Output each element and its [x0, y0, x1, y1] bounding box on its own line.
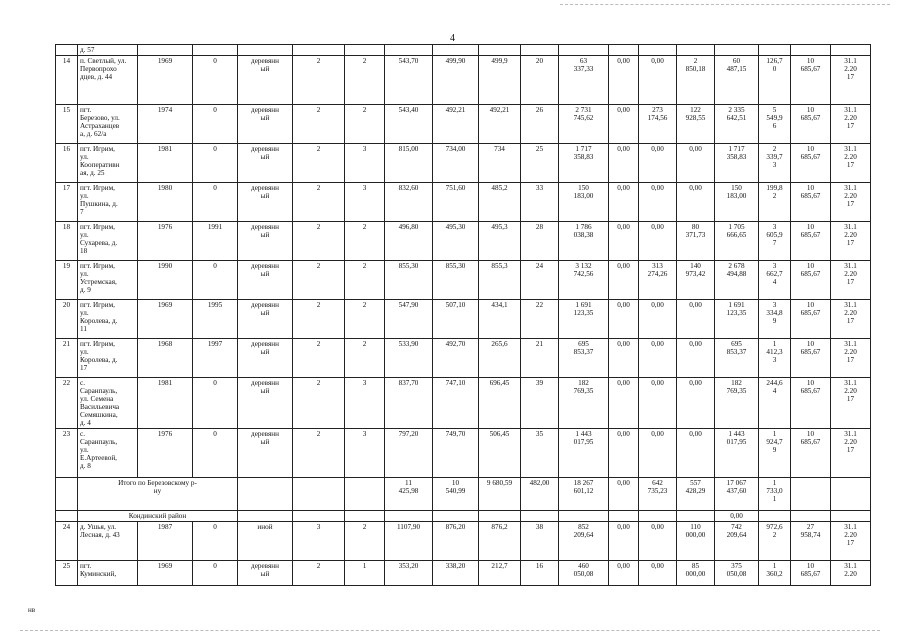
cost-per-m2-cell: 1 360,2	[759, 561, 791, 586]
floors-cell: 2	[293, 339, 345, 378]
address-cell: пгт. Игрим, ул. Королева, д. 17	[78, 339, 138, 378]
living-area-cell: 338,20	[433, 561, 479, 586]
material-cell: иной	[238, 522, 293, 561]
cost-per-m2-cell: 1 412,3 3	[759, 339, 791, 378]
year-built-cell: 1981	[138, 378, 193, 429]
federal-funds-cell: 0,00	[609, 339, 639, 378]
total-cost-cell: 695 853,37	[559, 339, 609, 378]
address-cell: д. 57	[78, 45, 138, 56]
address-cell: пгт. Игрим, ул. Сухарева, д. 18	[78, 222, 138, 261]
federal-funds-cell: 0,00	[609, 561, 639, 586]
deadline-cell	[831, 478, 871, 511]
table-row	[56, 222, 871, 261]
residents-cell: 38	[521, 522, 559, 561]
table-row-total	[56, 478, 871, 511]
floors-cell: 2	[293, 429, 345, 478]
owners-funds-cell: 1 443 017,95	[715, 429, 759, 478]
total-value-cell: 0,00	[609, 478, 639, 511]
municipal-funds-cell: 110 000,00	[677, 522, 715, 561]
floors-cell	[293, 478, 345, 511]
total-value-cell: 557 428,29	[677, 478, 715, 511]
row-number-cell: 19	[56, 261, 78, 300]
floors-cell: 2	[293, 183, 345, 222]
empty-cell	[831, 511, 871, 522]
total-area-cell: 837,70	[385, 378, 433, 429]
residential-area-cell: 492,21	[479, 105, 521, 144]
federal-funds-cell: 0,00	[609, 378, 639, 429]
footer-initials: нв	[28, 606, 36, 614]
deadline-cell: 31.1 2.20 17	[831, 183, 871, 222]
empty-cell	[677, 511, 715, 522]
floors-cell: 2	[293, 222, 345, 261]
address-cell: пгт. Березово, ул. Астраханцев а, д. 62/а	[78, 105, 138, 144]
material-cell	[238, 478, 293, 511]
residents-cell: 26	[521, 105, 559, 144]
entrances-cell: 3	[345, 183, 385, 222]
year-renovated-cell: 0	[193, 522, 238, 561]
table-row	[56, 56, 871, 105]
row-number-cell	[56, 511, 78, 522]
living-area-cell: 492,70	[433, 339, 479, 378]
floors-cell: 2	[293, 300, 345, 339]
deadline-cell: 31.1 2.20 17	[831, 56, 871, 105]
living-area-cell: 734,00	[433, 144, 479, 183]
table-row	[56, 429, 871, 478]
owners-funds-cell: 0,00	[715, 511, 759, 522]
municipal-funds-cell: 80 371,73	[677, 222, 715, 261]
entrances-cell: 2	[345, 300, 385, 339]
year-built-cell: 1968	[138, 339, 193, 378]
floors-cell: 2	[293, 561, 345, 586]
residential-area-cell: 495,3	[479, 222, 521, 261]
regional-funds-cell: 273 174,56	[639, 105, 677, 144]
empty-cell	[559, 511, 609, 522]
material-cell: деревянн ый	[238, 378, 293, 429]
total-area-cell: 815,00	[385, 144, 433, 183]
material-cell: деревянн ый	[238, 300, 293, 339]
regional-funds-cell: 0,00	[639, 429, 677, 478]
material-cell: деревянн ый	[238, 56, 293, 105]
max-cost-cell: 27 958,74	[791, 522, 831, 561]
empty-cell	[609, 511, 639, 522]
material-cell: деревянн ый	[238, 561, 293, 586]
cost-per-m2-cell: 1 924,7 9	[759, 429, 791, 478]
regional-funds-cell: 0,00	[639, 183, 677, 222]
total-area-cell: 353,20	[385, 561, 433, 586]
max-cost-cell: 10 685,67	[791, 339, 831, 378]
entrances-cell: 2	[345, 339, 385, 378]
page-number: 4	[450, 33, 455, 44]
entrances-cell	[345, 478, 385, 511]
empty-cell	[479, 511, 521, 522]
entrances-cell: 3	[345, 378, 385, 429]
table-row	[56, 378, 871, 429]
row-number-cell: 24	[56, 522, 78, 561]
max-cost-cell: 10 685,67	[791, 222, 831, 261]
entrances-cell: 1	[345, 561, 385, 586]
empty-cell	[293, 511, 345, 522]
max-cost-cell: 10 685,67	[791, 144, 831, 183]
total-value-cell: 1 733,0 1	[759, 478, 791, 511]
owners-funds-cell: 1 717 358,83	[715, 144, 759, 183]
total-cost-cell: 1 443 017,95	[559, 429, 609, 478]
municipal-funds-cell: 0,00	[677, 183, 715, 222]
floors-cell: 3	[293, 522, 345, 561]
total-area-cell: 1107,90	[385, 522, 433, 561]
address-cell: с. Саранпауль, ул. Е.Артеевой, д. 8	[78, 429, 138, 478]
residential-area-cell: 876,2	[479, 522, 521, 561]
owners-funds-cell: 695 853,37	[715, 339, 759, 378]
deadline-cell: 31.1 2.20 17	[831, 429, 871, 478]
total-area-cell: 496,80	[385, 222, 433, 261]
cost-per-m2-cell: 3 334,8 9	[759, 300, 791, 339]
cost-per-m2-cell: 244,6 4	[759, 378, 791, 429]
residential-area-cell: 212,7	[479, 561, 521, 586]
empty-cell	[521, 511, 559, 522]
federal-funds-cell: 0,00	[609, 183, 639, 222]
total-cost-cell: 1 786 038,38	[559, 222, 609, 261]
deadline-cell: 31.1 2.20 17	[831, 222, 871, 261]
table-row	[56, 144, 871, 183]
residential-area-cell: 696,45	[479, 378, 521, 429]
total-value-cell: 482,00	[521, 478, 559, 511]
residents-cell: 35	[521, 429, 559, 478]
year-renovated-cell: 0	[193, 429, 238, 478]
year-renovated-cell: 0	[193, 56, 238, 105]
living-area-cell: 747,10	[433, 378, 479, 429]
floors-cell: 2	[293, 378, 345, 429]
address-cell: д. Ушья, ул. Лесная, д. 43	[78, 522, 138, 561]
max-cost-cell: 10 685,67	[791, 105, 831, 144]
year-built-cell: 1990	[138, 261, 193, 300]
cost-per-m2-cell: 199,8 2	[759, 183, 791, 222]
material-cell: деревянн ый	[238, 105, 293, 144]
total-cost-cell: 1 691 123,35	[559, 300, 609, 339]
year-built-cell: 1980	[138, 183, 193, 222]
cost-per-m2-cell: 2 339,7 3	[759, 144, 791, 183]
total-label-cell: Итого по Березовскому р- ну	[78, 478, 238, 511]
regional-funds-cell: 0,00	[639, 561, 677, 586]
entrances-cell: 2	[345, 522, 385, 561]
regional-funds-cell: 0,00	[639, 56, 677, 105]
year-built-cell: 1969	[138, 300, 193, 339]
table-row	[56, 183, 871, 222]
row-number-cell: 25	[56, 561, 78, 586]
total-cost-cell: 63 337,33	[559, 56, 609, 105]
year-renovated-cell: 1995	[193, 300, 238, 339]
living-area-cell: 855,30	[433, 261, 479, 300]
entrances-cell: 3	[345, 144, 385, 183]
table-row	[56, 105, 871, 144]
max-cost-cell: 10 685,67	[791, 300, 831, 339]
municipal-funds-cell: 0,00	[677, 339, 715, 378]
residential-area-cell: 499,9	[479, 56, 521, 105]
federal-funds-cell: 0,00	[609, 522, 639, 561]
living-area-cell: 499,90	[433, 56, 479, 105]
municipal-funds-cell: 0,00	[677, 144, 715, 183]
municipal-funds-cell: 2 850,18	[677, 56, 715, 105]
year-built-cell: 1976	[138, 429, 193, 478]
regional-funds-cell: 0,00	[639, 300, 677, 339]
total-value-cell: 9 680,59	[479, 478, 521, 511]
address-cell: пгт. Игрим, ул. Королева, д. 11	[78, 300, 138, 339]
max-cost-cell: 10 685,67	[791, 561, 831, 586]
owners-funds-cell: 182 769,35	[715, 378, 759, 429]
owners-funds-cell: 742 209,64	[715, 522, 759, 561]
owners-funds-cell: 1 691 123,35	[715, 300, 759, 339]
total-value-cell: 11 425,98	[385, 478, 433, 511]
cost-per-m2-cell: 972,6 2	[759, 522, 791, 561]
deadline-cell: 31.1 2.20 17	[831, 300, 871, 339]
max-cost-cell: 10 685,67	[791, 183, 831, 222]
living-area-cell: 749,70	[433, 429, 479, 478]
deadline-cell: 31.1 2.20 17	[831, 522, 871, 561]
floors-cell: 2	[293, 144, 345, 183]
year-renovated-cell: 0	[193, 378, 238, 429]
year-built-cell: 1974	[138, 105, 193, 144]
empty-cell	[791, 511, 831, 522]
total-cost-cell: 1 717 358,83	[559, 144, 609, 183]
year-renovated-cell: 0	[193, 183, 238, 222]
row-number-cell: 15	[56, 105, 78, 144]
scan-edge-line	[20, 630, 880, 631]
total-area-cell: 543,40	[385, 105, 433, 144]
entrances-cell: 2	[345, 261, 385, 300]
address-cell: с. Саранпауль, ул. Семена Васильевича Семяшкина, д. 4	[78, 378, 138, 429]
row-number-cell: 23	[56, 429, 78, 478]
residents-cell: 21	[521, 339, 559, 378]
total-cost-cell: 182 769,35	[559, 378, 609, 429]
municipal-funds-cell: 85 000,00	[677, 561, 715, 586]
total-value-cell: 642 735,23	[639, 478, 677, 511]
empty-cell	[433, 511, 479, 522]
max-cost-cell	[791, 478, 831, 511]
municipal-funds-cell: 0,00	[677, 300, 715, 339]
residential-area-cell: 855,3	[479, 261, 521, 300]
regional-funds-cell: 0,00	[639, 522, 677, 561]
row-number-cell: 17	[56, 183, 78, 222]
row-number-cell: 16	[56, 144, 78, 183]
federal-funds-cell: 0,00	[609, 261, 639, 300]
material-cell: деревянн ый	[238, 261, 293, 300]
empty-cell	[759, 511, 791, 522]
row-number-cell	[56, 478, 78, 511]
material-cell: деревянн ый	[238, 339, 293, 378]
regional-funds-cell: 0,00	[639, 144, 677, 183]
deadline-cell: 31.1 2.20 17	[831, 105, 871, 144]
total-value-cell: 10 540,99	[433, 478, 479, 511]
empty-cell	[345, 511, 385, 522]
table-row	[56, 45, 871, 56]
municipal-funds-cell: 140 973,42	[677, 261, 715, 300]
housing-register-table	[55, 44, 871, 586]
max-cost-cell: 10 685,67	[791, 429, 831, 478]
federal-funds-cell: 0,00	[609, 300, 639, 339]
regional-funds-cell: 0,00	[639, 339, 677, 378]
residents-cell: 20	[521, 56, 559, 105]
living-area-cell: 495,30	[433, 222, 479, 261]
year-built-cell: 1969	[138, 56, 193, 105]
living-area-cell: 492,21	[433, 105, 479, 144]
municipal-funds-cell: 0,00	[677, 378, 715, 429]
municipal-funds-cell: 0,00	[677, 429, 715, 478]
material-cell: деревянн ый	[238, 222, 293, 261]
regional-funds-cell: 0,00	[639, 378, 677, 429]
residential-area-cell: 734	[479, 144, 521, 183]
floors-cell: 2	[293, 105, 345, 144]
table-row	[56, 339, 871, 378]
total-value-cell: 18 267 601,12	[559, 478, 609, 511]
owners-funds-cell: 2 678 494,88	[715, 261, 759, 300]
table-section-row	[56, 511, 871, 522]
year-renovated-cell: 1997	[193, 339, 238, 378]
residents-cell: 33	[521, 183, 559, 222]
material-cell: деревянн ый	[238, 429, 293, 478]
total-area-cell: 547,90	[385, 300, 433, 339]
year-built-cell: 1981	[138, 144, 193, 183]
owners-funds-cell: 60 487,15	[715, 56, 759, 105]
entrances-cell: 2	[345, 105, 385, 144]
section-label-cell: Кондинский район	[78, 511, 238, 522]
material-cell: деревянн ый	[238, 144, 293, 183]
residents-cell: 16	[521, 561, 559, 586]
material-cell: деревянн ый	[238, 183, 293, 222]
address-cell: п. Светлый, ул. Первопрохо дцев, д. 44	[78, 56, 138, 105]
owners-funds-cell: 375 050,08	[715, 561, 759, 586]
deadline-cell: 31.1 2.20 17	[831, 378, 871, 429]
deadline-cell: 31.1 2.20 17	[831, 261, 871, 300]
max-cost-cell: 10 685,67	[791, 378, 831, 429]
residential-area-cell: 434,1	[479, 300, 521, 339]
floors-cell: 2	[293, 261, 345, 300]
max-cost-cell: 10 685,67	[791, 261, 831, 300]
total-cost-cell: 460 050,08	[559, 561, 609, 586]
residents-cell: 22	[521, 300, 559, 339]
regional-funds-cell: 313 274,26	[639, 261, 677, 300]
scan-edge-line	[560, 4, 890, 5]
federal-funds-cell: 0,00	[609, 56, 639, 105]
row-number-cell: 14	[56, 56, 78, 105]
row-number-cell: 20	[56, 300, 78, 339]
address-cell: пгт. Игрим, ул. Пушкина, д. 7	[78, 183, 138, 222]
federal-funds-cell: 0,00	[609, 105, 639, 144]
municipal-funds-cell: 122 928,55	[677, 105, 715, 144]
year-built-cell: 1976	[138, 222, 193, 261]
cost-per-m2-cell: 5 549,9 6	[759, 105, 791, 144]
residential-area-cell: 265,6	[479, 339, 521, 378]
living-area-cell: 751,60	[433, 183, 479, 222]
total-value-cell: 17 067 437,60	[715, 478, 759, 511]
total-area-cell: 543,70	[385, 56, 433, 105]
deadline-cell: 31.1 2.20 17	[831, 339, 871, 378]
entrances-cell: 2	[345, 56, 385, 105]
residents-cell: 39	[521, 378, 559, 429]
empty-cell	[639, 511, 677, 522]
residents-cell: 25	[521, 144, 559, 183]
table-row	[56, 300, 871, 339]
residents-cell: 28	[521, 222, 559, 261]
total-area-cell: 832,60	[385, 183, 433, 222]
residential-area-cell: 506,45	[479, 429, 521, 478]
table-row	[56, 261, 871, 300]
table-row	[56, 561, 871, 586]
year-built-cell: 1969	[138, 561, 193, 586]
total-cost-cell: 3 132 742,56	[559, 261, 609, 300]
total-cost-cell: 150 183,00	[559, 183, 609, 222]
living-area-cell: 876,20	[433, 522, 479, 561]
residential-area-cell: 485,2	[479, 183, 521, 222]
cost-per-m2-cell: 3 605,9 7	[759, 222, 791, 261]
entrances-cell: 3	[345, 429, 385, 478]
owners-funds-cell: 150 183,00	[715, 183, 759, 222]
federal-funds-cell: 0,00	[609, 429, 639, 478]
year-renovated-cell: 0	[193, 144, 238, 183]
residents-cell: 24	[521, 261, 559, 300]
address-cell: пгт. Игрим, ул. Устремская, д. 9	[78, 261, 138, 300]
table-row	[56, 522, 871, 561]
year-renovated-cell: 1991	[193, 222, 238, 261]
deadline-cell: 31.1 2.20	[831, 561, 871, 586]
row-number-cell: 18	[56, 222, 78, 261]
address-cell: пгт. Куминский,	[78, 561, 138, 586]
max-cost-cell: 10 685,67	[791, 56, 831, 105]
floors-cell: 2	[293, 56, 345, 105]
federal-funds-cell: 0,00	[609, 144, 639, 183]
cost-per-m2-cell: 3 662,7 4	[759, 261, 791, 300]
year-renovated-cell: 0	[193, 261, 238, 300]
empty-cell	[385, 511, 433, 522]
federal-funds-cell: 0,00	[609, 222, 639, 261]
entrances-cell: 2	[345, 222, 385, 261]
year-renovated-cell: 0	[193, 105, 238, 144]
regional-funds-cell: 0,00	[639, 222, 677, 261]
total-area-cell: 797,20	[385, 429, 433, 478]
deadline-cell: 31.1 2.20 17	[831, 144, 871, 183]
address-cell: пгт. Игрим, ул. Кооперативн ая, д. 25	[78, 144, 138, 183]
cost-per-m2-cell: 126,7 0	[759, 56, 791, 105]
empty-cell	[238, 511, 293, 522]
year-renovated-cell: 0	[193, 561, 238, 586]
living-area-cell: 507,10	[433, 300, 479, 339]
total-cost-cell: 2 731 745,62	[559, 105, 609, 144]
row-number-cell: 21	[56, 339, 78, 378]
total-area-cell: 855,30	[385, 261, 433, 300]
owners-funds-cell: 1 705 666,65	[715, 222, 759, 261]
row-number-cell: 22	[56, 378, 78, 429]
owners-funds-cell: 2 335 642,51	[715, 105, 759, 144]
total-cost-cell: 852 209,64	[559, 522, 609, 561]
year-built-cell: 1987	[138, 522, 193, 561]
total-area-cell: 533,90	[385, 339, 433, 378]
